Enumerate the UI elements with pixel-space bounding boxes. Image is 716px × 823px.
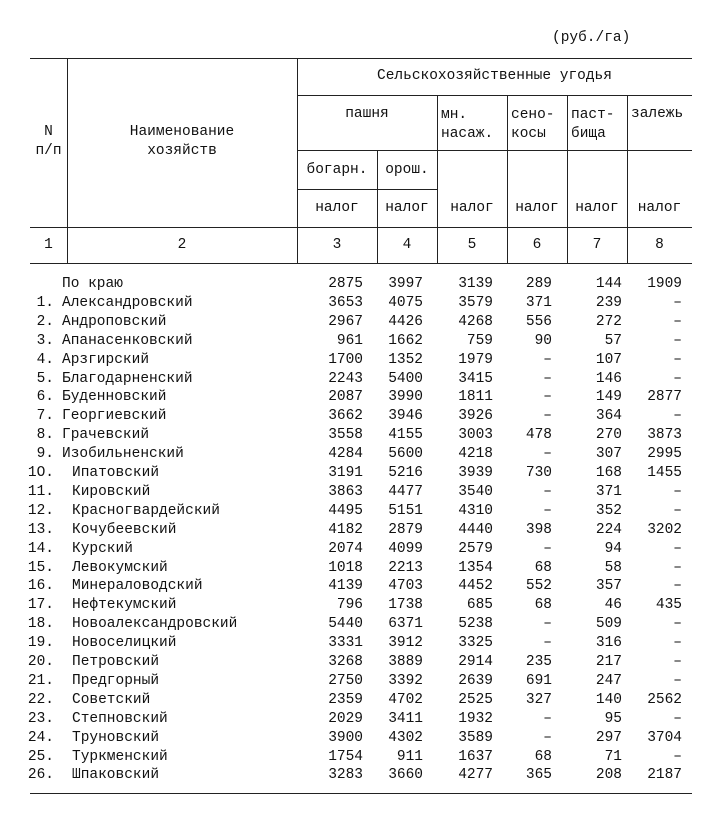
row-number: 2. — [36, 313, 54, 330]
row-value-col5: 3325 — [458, 635, 493, 652]
table-row — [0, 464, 716, 483]
row-value-col8: – — [673, 616, 682, 633]
row-value-col5: 4452 — [458, 578, 493, 595]
table-row — [0, 407, 716, 426]
table-row — [0, 370, 716, 389]
row-value-col8: – — [673, 483, 682, 500]
header-nalog-4: налог — [385, 200, 429, 216]
table-row — [0, 426, 716, 445]
row-number: 17. — [27, 597, 54, 614]
colnum-bottom-border — [30, 263, 692, 264]
row-value-col6: – — [543, 370, 552, 387]
row-name: Александровский — [62, 294, 193, 311]
row-value-col5: 1932 — [458, 710, 493, 727]
row-value-col3: 2087 — [328, 389, 363, 406]
table-row — [0, 596, 716, 615]
row-value-col5: 4218 — [458, 446, 493, 463]
row-name: Апанасенковский — [62, 332, 193, 349]
row-number: 4. — [36, 351, 54, 368]
row-number: 24. — [27, 729, 54, 746]
table-row — [0, 559, 716, 578]
row-value-col8: 435 — [655, 597, 682, 614]
row-value-col7: 95 — [604, 710, 622, 727]
row-value-col7: 168 — [595, 465, 622, 481]
row-value-col8: – — [673, 748, 682, 765]
row-value-col4: 6371 — [388, 616, 423, 633]
row-value-col3: 3863 — [328, 483, 363, 500]
row-number: 19. — [27, 635, 54, 652]
row-value-col4: 5151 — [388, 502, 423, 519]
row-value-col6: – — [543, 502, 552, 519]
row-value-col4: 3411 — [388, 710, 423, 727]
table-row — [0, 710, 716, 729]
row-name: Курский — [72, 540, 133, 557]
row-name: Кочубеевский — [72, 521, 177, 538]
row-value-col4: 3997 — [388, 276, 423, 292]
row-value-col5: 1811 — [458, 389, 493, 406]
colnum-7: 7 — [592, 237, 602, 253]
row-name: Новоалександровский — [72, 616, 238, 633]
header-pashnya: пашня — [345, 106, 389, 122]
row-value-col3: 1018 — [328, 559, 363, 576]
row-value-col6: 556 — [525, 313, 552, 330]
row-value-col8: – — [673, 332, 682, 349]
row-number: 11. — [27, 483, 54, 500]
row-name: Труновский — [72, 729, 160, 746]
row-value-col8: 2877 — [647, 389, 682, 406]
row-value-col7: 107 — [595, 351, 622, 368]
table-row — [0, 691, 716, 710]
table-row — [0, 748, 716, 767]
row-number: 18. — [27, 616, 54, 633]
row-value-col4: 4703 — [388, 578, 423, 595]
row-value-col6: 730 — [525, 465, 552, 481]
colnum-4: 4 — [402, 237, 412, 253]
row-name: По краю — [62, 276, 123, 292]
table-row — [0, 653, 716, 672]
row-value-col3: 3283 — [328, 767, 363, 784]
row-number: 26. — [27, 767, 54, 784]
row-value-col5: 3540 — [458, 483, 493, 500]
row-value-col3: 2029 — [328, 710, 363, 727]
header-nalog-3: налог — [315, 200, 359, 216]
row-value-col5: 3579 — [458, 294, 493, 311]
row-value-col6: – — [543, 710, 552, 727]
row-value-col5: 2579 — [458, 540, 493, 557]
row-name: Предгорный — [72, 672, 160, 689]
col-divider-2 — [297, 58, 298, 263]
units-label: (руб./га) — [552, 30, 631, 46]
row-name: Благодарненский — [62, 370, 193, 387]
row-value-col6: – — [543, 389, 552, 406]
row-value-col8: – — [673, 635, 682, 652]
row-name: Шпаковский — [72, 767, 160, 784]
table-bottom-border — [30, 793, 692, 794]
row-value-col5: 3589 — [458, 729, 493, 746]
header-nalog-6: налог — [515, 200, 559, 216]
row-value-col5: 2525 — [458, 691, 493, 708]
row-value-col3: 3268 — [328, 654, 363, 670]
row-value-col4: 2213 — [388, 559, 423, 576]
row-value-col3: 3331 — [328, 635, 363, 652]
row-value-col3: 2359 — [328, 691, 363, 708]
row-value-col6: 68 — [534, 748, 552, 765]
table-row — [0, 521, 716, 540]
row-value-col7: 371 — [595, 483, 622, 500]
table-top-border — [30, 58, 692, 59]
row-value-col6: 289 — [525, 276, 552, 292]
header-bottom-border — [30, 227, 692, 228]
row-value-col5: 1354 — [458, 559, 493, 576]
row-value-col4: 5600 — [388, 446, 423, 463]
row-number: 20. — [27, 654, 54, 670]
row-value-col6: – — [543, 483, 552, 500]
row-value-col4: 4302 — [388, 729, 423, 746]
row-name: Минераловодский — [72, 578, 203, 595]
row-value-col3: 2074 — [328, 540, 363, 557]
header-name: Наименование хозяйств — [129, 124, 235, 159]
row-value-col7: 297 — [595, 729, 622, 746]
row-value-col4: 2879 — [388, 521, 423, 538]
row-value-col8: – — [673, 370, 682, 387]
row-value-col5: 3415 — [458, 370, 493, 387]
row-number: 8. — [36, 427, 54, 444]
row-value-col5: 4440 — [458, 521, 493, 538]
table-row — [0, 388, 716, 407]
header-pastbisha: паст- бища — [571, 107, 615, 142]
row-value-col7: 149 — [595, 389, 622, 406]
header-mn-nasazh: мн. насаж. — [441, 107, 494, 142]
row-value-col4: 4426 — [388, 313, 423, 330]
row-value-col6: 327 — [525, 691, 552, 708]
row-value-col7: 57 — [604, 332, 622, 349]
row-value-col5: 4277 — [458, 767, 493, 784]
row-value-col4: 4075 — [388, 294, 423, 311]
row-value-col7: 217 — [595, 654, 622, 670]
row-value-col3: 3191 — [328, 465, 363, 481]
row-value-col7: 270 — [595, 427, 622, 444]
colnum-5: 5 — [467, 237, 477, 253]
colnum-1: 1 — [44, 237, 53, 253]
row-value-col6: – — [543, 635, 552, 652]
colnum-3: 3 — [332, 237, 342, 253]
row-number: 12. — [27, 502, 54, 519]
row-value-col3: 961 — [336, 332, 363, 349]
header-zalezh: залежь — [631, 106, 684, 122]
row-value-col4: 4099 — [388, 540, 423, 557]
row-value-col3: 4495 — [328, 502, 363, 519]
row-value-col4: 4702 — [388, 691, 423, 708]
row-value-col7: 272 — [595, 313, 622, 330]
row-value-col4: 1738 — [388, 597, 423, 614]
row-value-col3: 2875 — [328, 276, 363, 292]
row-value-col8: – — [673, 559, 682, 576]
row-value-col4: 5400 — [388, 370, 423, 387]
row-value-col5: 3139 — [458, 276, 493, 292]
row-value-col8: 3202 — [647, 521, 682, 538]
header-nalog-7: налог — [575, 200, 619, 216]
row-number: 16. — [27, 578, 54, 595]
row-value-col6: 90 — [534, 332, 552, 349]
row-value-col8: – — [673, 654, 682, 670]
header-senokosy: сено- косы — [511, 107, 555, 142]
row-value-col8: 1909 — [647, 276, 682, 292]
row-value-col5: 4268 — [458, 313, 493, 330]
row-value-col3: 1700 — [328, 351, 363, 368]
row-name: Ипатовский — [72, 465, 160, 481]
row-number: 7. — [36, 408, 54, 425]
row-value-col8: – — [673, 672, 682, 689]
colnum-8: 8 — [655, 237, 664, 253]
row-name: Петровский — [72, 654, 160, 670]
table-row — [0, 351, 716, 370]
row-value-col3: 5440 — [328, 616, 363, 633]
row-value-col3: 1754 — [328, 748, 363, 765]
row-value-col6: 398 — [525, 521, 552, 538]
row-number: 5. — [36, 370, 54, 387]
row-value-col7: 357 — [595, 578, 622, 595]
row-value-col6: – — [543, 616, 552, 633]
row-value-col8: – — [673, 408, 682, 425]
row-value-col3: 3558 — [328, 427, 363, 444]
row-number: 3. — [36, 332, 54, 349]
row-value-col7: 71 — [604, 748, 622, 765]
row-value-col7: 140 — [595, 691, 622, 708]
row-value-col3: 3900 — [328, 729, 363, 746]
row-value-col7: 94 — [604, 540, 622, 557]
row-value-col4: 4477 — [388, 483, 423, 500]
row-value-col6: 478 — [525, 427, 552, 444]
row-value-col7: 509 — [595, 616, 622, 633]
row-value-col8: 3873 — [647, 427, 682, 444]
row-name: Арзгирский — [62, 351, 150, 368]
row-name: Туркменский — [72, 748, 168, 765]
header-nalog-5: налог — [450, 200, 494, 216]
row-value-col3: 4182 — [328, 521, 363, 538]
row-value-col7: 46 — [604, 597, 622, 614]
row-value-col3: 3653 — [328, 294, 363, 311]
table-row — [0, 540, 716, 559]
row-name: Изобильненский — [62, 446, 184, 463]
row-number: 23. — [27, 710, 54, 727]
row-number: 15. — [27, 559, 54, 576]
row-value-col6: 552 — [525, 578, 552, 595]
row-number: 6. — [36, 389, 54, 406]
table-row — [0, 766, 716, 785]
row-value-col5: 3926 — [458, 408, 493, 425]
header-divider-1 — [297, 95, 692, 96]
row-name: Степновский — [72, 710, 168, 727]
table-row — [0, 634, 716, 653]
table-row — [0, 502, 716, 521]
row-value-col7: 146 — [595, 370, 622, 387]
row-value-col3: 4284 — [328, 446, 363, 463]
row-value-col6: – — [543, 408, 552, 425]
row-number: 25. — [27, 748, 54, 765]
table-row — [0, 577, 716, 596]
row-value-col6: 365 — [525, 767, 552, 784]
row-value-col5: 1637 — [458, 748, 493, 765]
row-value-col7: 364 — [595, 408, 622, 425]
row-name: Левокумский — [72, 559, 168, 576]
row-name: Андроповский — [62, 313, 167, 330]
row-value-col5: 2914 — [458, 654, 493, 670]
row-value-col4: 4155 — [388, 427, 423, 444]
row-name: Грачевский — [62, 427, 150, 444]
row-number: 22. — [27, 691, 54, 708]
header-nalog-8: налог — [637, 200, 682, 216]
colnum-2: 2 — [177, 237, 187, 253]
table-row — [0, 313, 716, 332]
row-value-col3: 3662 — [328, 408, 363, 425]
row-value-col5: 685 — [466, 597, 493, 614]
row-value-col4: 3889 — [388, 654, 423, 670]
row-value-col4: 1662 — [388, 332, 423, 349]
row-value-col7: 58 — [604, 559, 622, 576]
row-number: 13. — [27, 521, 54, 538]
header-group: Сельскохозяйственные угодья — [377, 68, 612, 84]
row-value-col8: 2187 — [647, 767, 682, 784]
row-value-col5: 759 — [466, 332, 493, 349]
row-value-col4: 3990 — [388, 389, 423, 406]
row-value-col4: 5216 — [388, 465, 423, 481]
row-value-col6: 68 — [534, 597, 552, 614]
row-value-col3: 4139 — [328, 578, 363, 595]
row-value-col6: 235 — [525, 654, 552, 670]
row-value-col8: 2995 — [647, 446, 682, 463]
row-number: 1. — [36, 294, 54, 311]
row-value-col4: 3392 — [388, 672, 423, 689]
row-name: Кировский — [72, 483, 151, 500]
row-value-col3: 2967 — [328, 313, 363, 330]
row-value-col8: – — [673, 540, 682, 557]
row-number: 14. — [27, 540, 54, 557]
table-row — [0, 729, 716, 748]
row-value-col7: 144 — [595, 276, 622, 292]
row-value-col8: – — [673, 502, 682, 519]
row-value-col6: 68 — [534, 559, 552, 576]
row-value-col8: 1455 — [647, 465, 682, 481]
header-divider-2 — [297, 150, 692, 151]
row-value-col3: 2750 — [328, 672, 363, 689]
row-value-col7: 352 — [595, 502, 622, 519]
row-value-col5: 3939 — [458, 465, 493, 481]
row-value-col4: 3912 — [388, 635, 423, 652]
table-row — [0, 445, 716, 464]
row-number: 1О. — [27, 465, 54, 481]
row-number: 21. — [27, 672, 54, 689]
row-name: Красногвардейский — [72, 502, 220, 519]
row-value-col8: – — [673, 578, 682, 595]
row-value-col4: 1352 — [388, 351, 423, 368]
header-orosh: орош. — [385, 162, 429, 178]
row-value-col7: 224 — [595, 521, 622, 538]
table-row — [0, 615, 716, 634]
row-name: Буденновский — [62, 389, 167, 406]
row-name: Нефтекумский — [72, 597, 177, 614]
row-value-col8: 3704 — [647, 729, 682, 746]
row-value-col7: 307 — [595, 446, 622, 463]
row-value-col3: 2243 — [328, 370, 363, 387]
row-value-col7: 239 — [595, 294, 622, 311]
row-value-col8: 2562 — [647, 691, 682, 708]
row-value-col5: 4310 — [458, 502, 493, 519]
row-value-col6: – — [543, 729, 552, 746]
row-value-col6: – — [543, 351, 552, 368]
table-row — [0, 672, 716, 691]
table-row — [0, 332, 716, 351]
row-number: 9. — [36, 446, 54, 463]
row-value-col8: – — [673, 351, 682, 368]
header-num: N п/п — [35, 124, 62, 159]
row-value-col7: 247 — [595, 672, 622, 689]
table-row — [0, 294, 716, 313]
row-value-col5: 3003 — [458, 427, 493, 444]
row-value-col4: 911 — [396, 748, 423, 765]
row-name: Новоселицкий — [72, 635, 177, 652]
header-bogarn: богарн. — [306, 162, 368, 178]
row-value-col8: – — [673, 710, 682, 727]
row-value-col7: 208 — [595, 767, 622, 784]
row-value-col4: 3946 — [388, 408, 423, 425]
row-value-col6: – — [543, 446, 552, 463]
row-value-col6: 691 — [525, 672, 552, 689]
colnum-6: 6 — [532, 237, 542, 253]
table-row — [0, 275, 716, 294]
row-value-col8: – — [673, 313, 682, 330]
row-value-col3: 796 — [336, 597, 363, 614]
row-value-col4: 3660 — [388, 767, 423, 784]
row-value-col5: 2639 — [458, 672, 493, 689]
row-value-col7: 316 — [595, 635, 622, 652]
row-name: Советский — [72, 691, 151, 708]
header-divider-3 — [297, 189, 437, 190]
row-value-col6: 371 — [525, 294, 552, 311]
table-row — [0, 483, 716, 502]
row-name: Георгиевский — [62, 408, 167, 425]
row-value-col5: 1979 — [458, 351, 493, 368]
row-value-col5: 5238 — [458, 616, 493, 633]
row-value-col8: – — [673, 294, 682, 311]
row-value-col6: – — [543, 540, 552, 557]
